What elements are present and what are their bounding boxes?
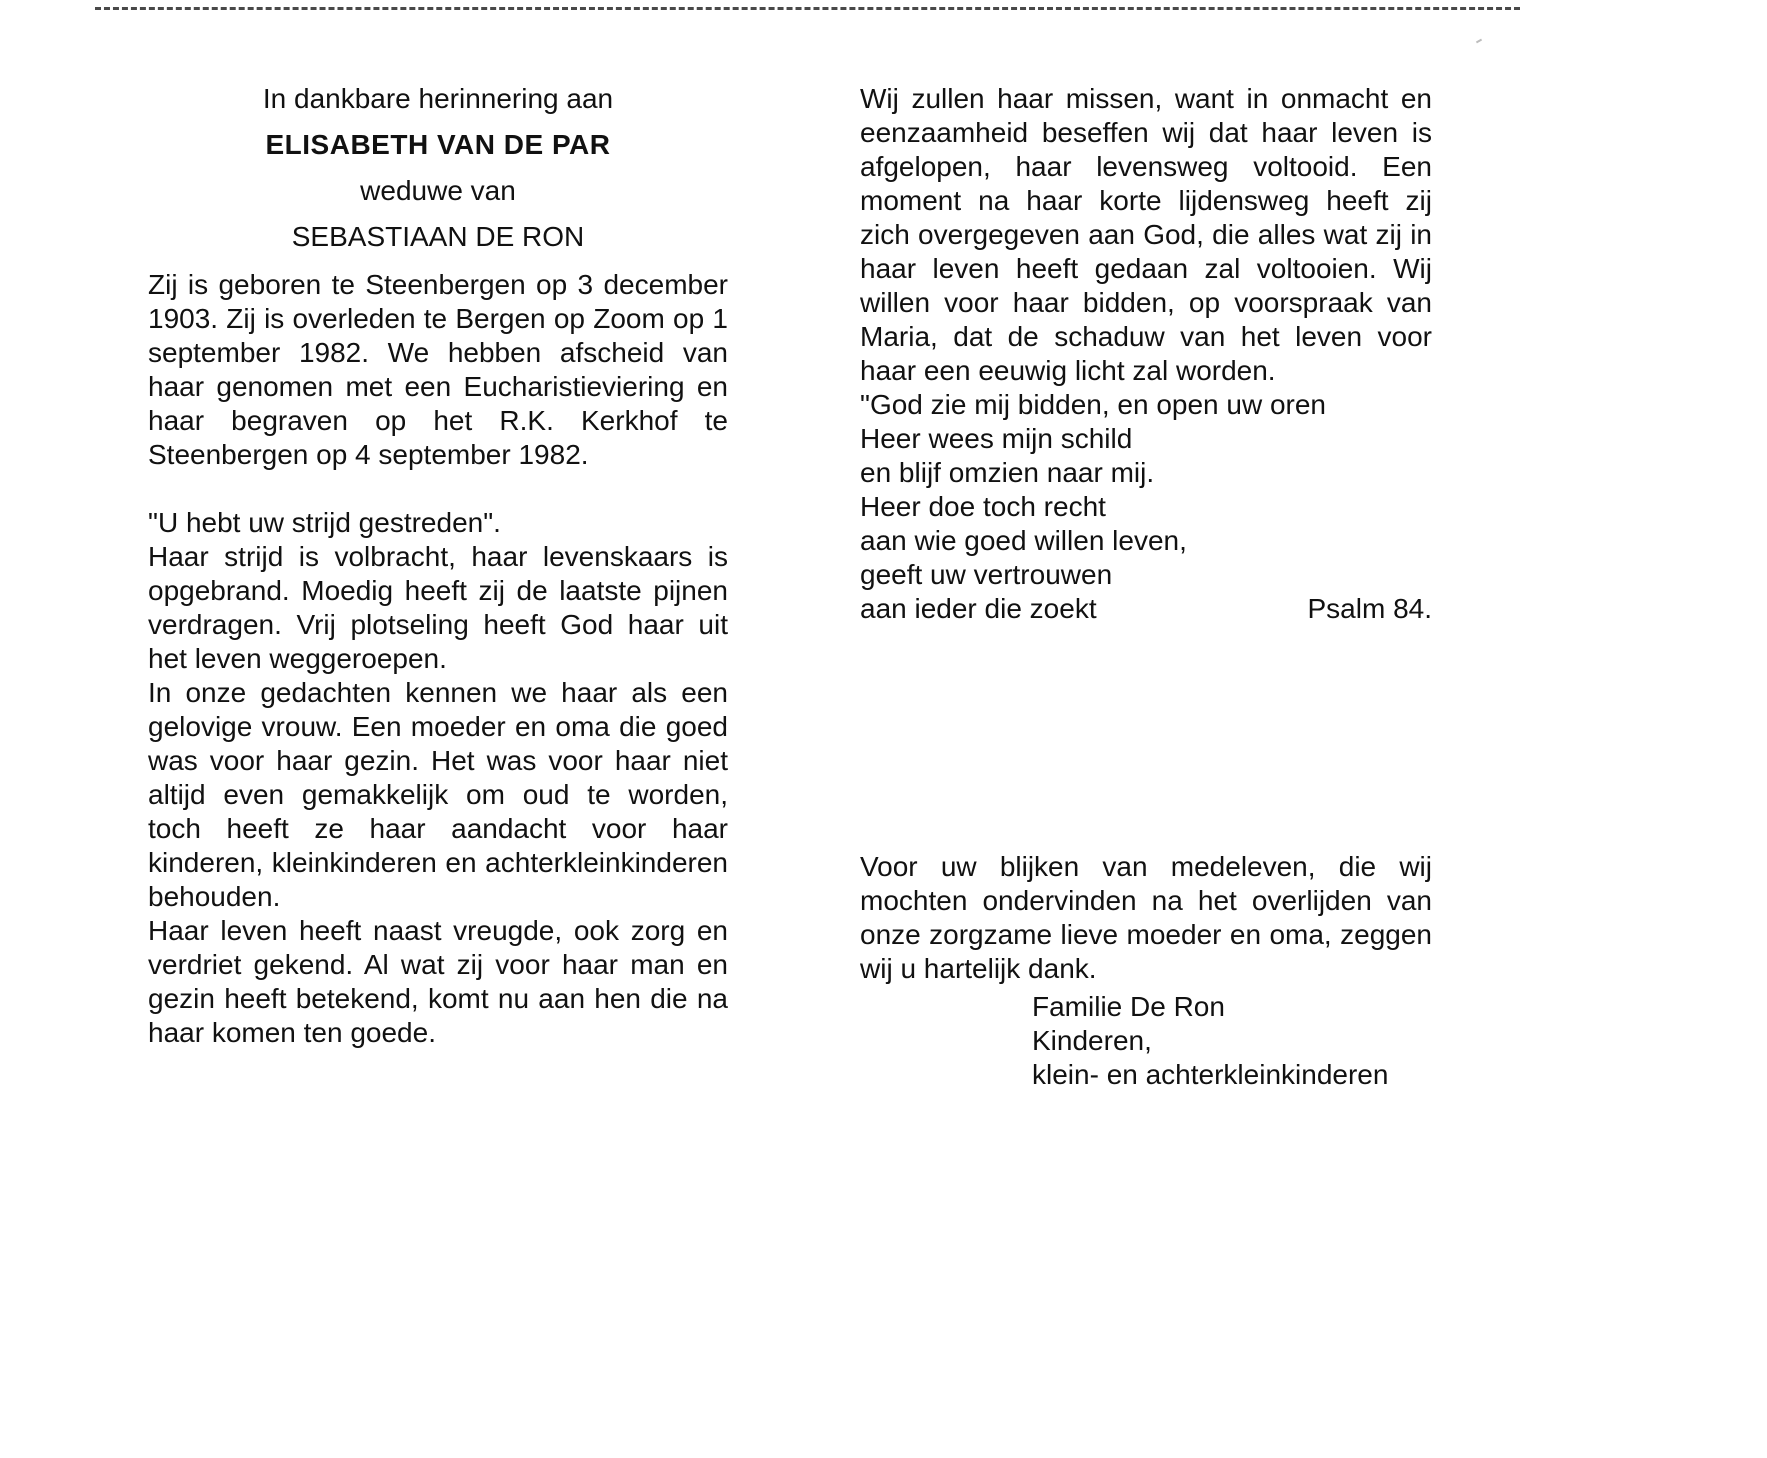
- strijd-paragraph: Haar strijd is volbracht, haar levenskaars is opgebrand. Moedig heeft zij de laatste pijnen verdragen. Vrij plotseling heeft God haar uit het leven weggeroepen.: [148, 541, 728, 674]
- psalm-line: "God zie mij bidden, en open uw oren: [860, 389, 1327, 420]
- signature-line: Familie De Ron: [1032, 991, 1225, 1022]
- family-signature: [1032, 990, 1432, 1092]
- psalm-line: Heer doe toch recht: [860, 491, 1106, 522]
- scan-speck: [1476, 39, 1482, 44]
- signature-line: Kinderen,: [1032, 1025, 1152, 1056]
- spacer: [148, 472, 728, 506]
- right-column: [860, 82, 1432, 626]
- psalm-line: aan wie goed willen leven,: [860, 525, 1187, 556]
- top-dashed-rule: [95, 7, 1520, 10]
- birth-death-paragraph: Zij is geboren te Steenbergen op 3 december 1903. Zij is overleden te Bergen op Zoom op 1 september 1982. We hebben afscheid van haar genomen met een Eucharistieviering en haar begraven op het R.K. Kerkhof te Steenbergen op 4 september 1982.: [148, 269, 728, 470]
- psalm-last-line: aan ieder die zoekt: [860, 593, 1097, 624]
- relation-label: weduwe van: [360, 175, 516, 206]
- thanks-block: [860, 850, 1432, 1092]
- psalm-line: geeft uw vertrouwen: [860, 559, 1113, 590]
- left-column: [148, 82, 728, 1050]
- deceased-name: ELISABETH VAN DE PAR: [265, 129, 611, 160]
- memorial-intro: In dankbare herinnering aan: [262, 83, 614, 114]
- husband-name: SEBASTIAAN DE RON: [291, 221, 585, 252]
- psalm-line: en blijf omzien naar mij.: [860, 457, 1155, 488]
- psalm-block: [860, 388, 1432, 626]
- psalm-line: Heer wees mijn schild: [860, 423, 1133, 454]
- strijd-quote: "U hebt uw strijd gestreden".: [148, 507, 501, 538]
- psalm-reference: Psalm 84.: [1307, 593, 1432, 624]
- thanks-paragraph: Voor uw blijken van medeleven, die wij mochten ondervinden na het overlijden van onze zorgzame lieve moeder en oma, zeggen wij u hartelijk dank.: [860, 851, 1432, 984]
- missen-paragraph: Wij zullen haar missen, want in onmacht en eenzaamheid beseffen wij dat haar leven is afgelopen, haar levensweg voltooid. Een moment na haar korte lijdensweg heeft zij zich overgegeven aan God, die alles wat zij in haar leven heeft gedaan zal voltooien. Wij willen voor haar bidden, op voorspraak van Maria, dat de schaduw van het leven voor haar een eeuwig licht zal worden.: [860, 83, 1432, 386]
- gedachten-paragraph: In onze gedachten kennen we haar als een gelovige vrouw. Een moeder en oma die goed was voor haar gezin. Het was voor haar niet altijd even gemakkelijk om oud te worden, toch heeft ze haar aandacht voor haar kinderen, kleinkinderen en achterkleinkinderen behouden.: [148, 677, 728, 912]
- leven-paragraph: Haar leven heeft naast vreugde, ook zorg en verdriet gekend. Al wat zij voor haar man en gezin heeft betekend, komt nu aan hen die na haar komen ten goede.: [148, 915, 728, 1048]
- signature-line: klein- en achterkleinkinderen: [1032, 1059, 1389, 1090]
- psalm-last-row: [860, 592, 1432, 626]
